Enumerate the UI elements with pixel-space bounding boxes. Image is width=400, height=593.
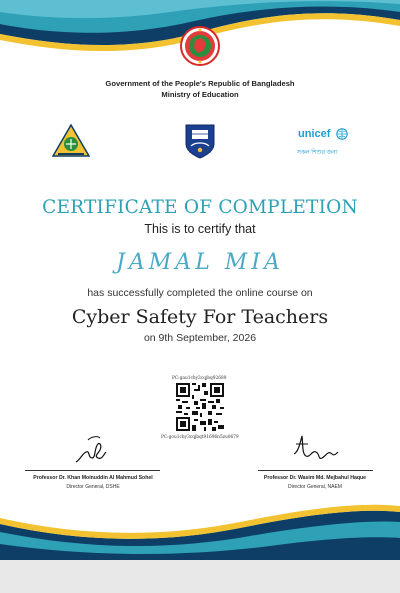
- verification-code-bottom: PC:gou1chy3cqjbqt91696n5zu0679: [161, 435, 239, 440]
- naem-logo: [183, 122, 217, 160]
- verification-code-top: PC:gau1chy3cqjbq92689: [172, 376, 227, 381]
- course-name: Cyber Safety For Teachers: [71, 306, 329, 328]
- government-seal-logo: [180, 26, 220, 66]
- signatory-left-name: Professor Dr. Khan Moinuddin Al Mahmud Sohel: [33, 475, 153, 481]
- signatory-right-name: Professor Dr. Wasim Md. Mejbahul Haque: [263, 475, 367, 481]
- signature-left: [72, 432, 112, 468]
- unicef-tagline: সকল শিশুর জন্য: [297, 150, 338, 156]
- certificate-title: CERTIFICATE OF COMPLETION: [42, 197, 358, 218]
- signature-line-right: [258, 470, 373, 471]
- recipient-name: JAMAL MIA: [116, 250, 284, 275]
- ministry-name: Ministry of Education: [161, 90, 239, 99]
- completion-date: on 9th September, 2026: [143, 332, 257, 344]
- unicef-globe-icon: [336, 128, 348, 140]
- certify-line: This is to certify that: [144, 222, 256, 236]
- dshe-logo: [52, 124, 90, 158]
- qr-code: [176, 383, 224, 431]
- signatory-right-title: Director General, NAEM: [288, 484, 342, 490]
- bottom-wave-decoration: [0, 498, 400, 560]
- signature-line-left: [25, 470, 160, 471]
- government-header: [0, 78, 400, 100]
- unicef-logo-text: unicef: [298, 128, 331, 140]
- government-name: Government of the People's Republic of Bangladesh: [105, 79, 295, 88]
- signature-right: [288, 430, 344, 470]
- completed-line: has successfully completed the online course on: [87, 287, 313, 299]
- signatory-left-title: Director General, DSHE: [66, 484, 120, 490]
